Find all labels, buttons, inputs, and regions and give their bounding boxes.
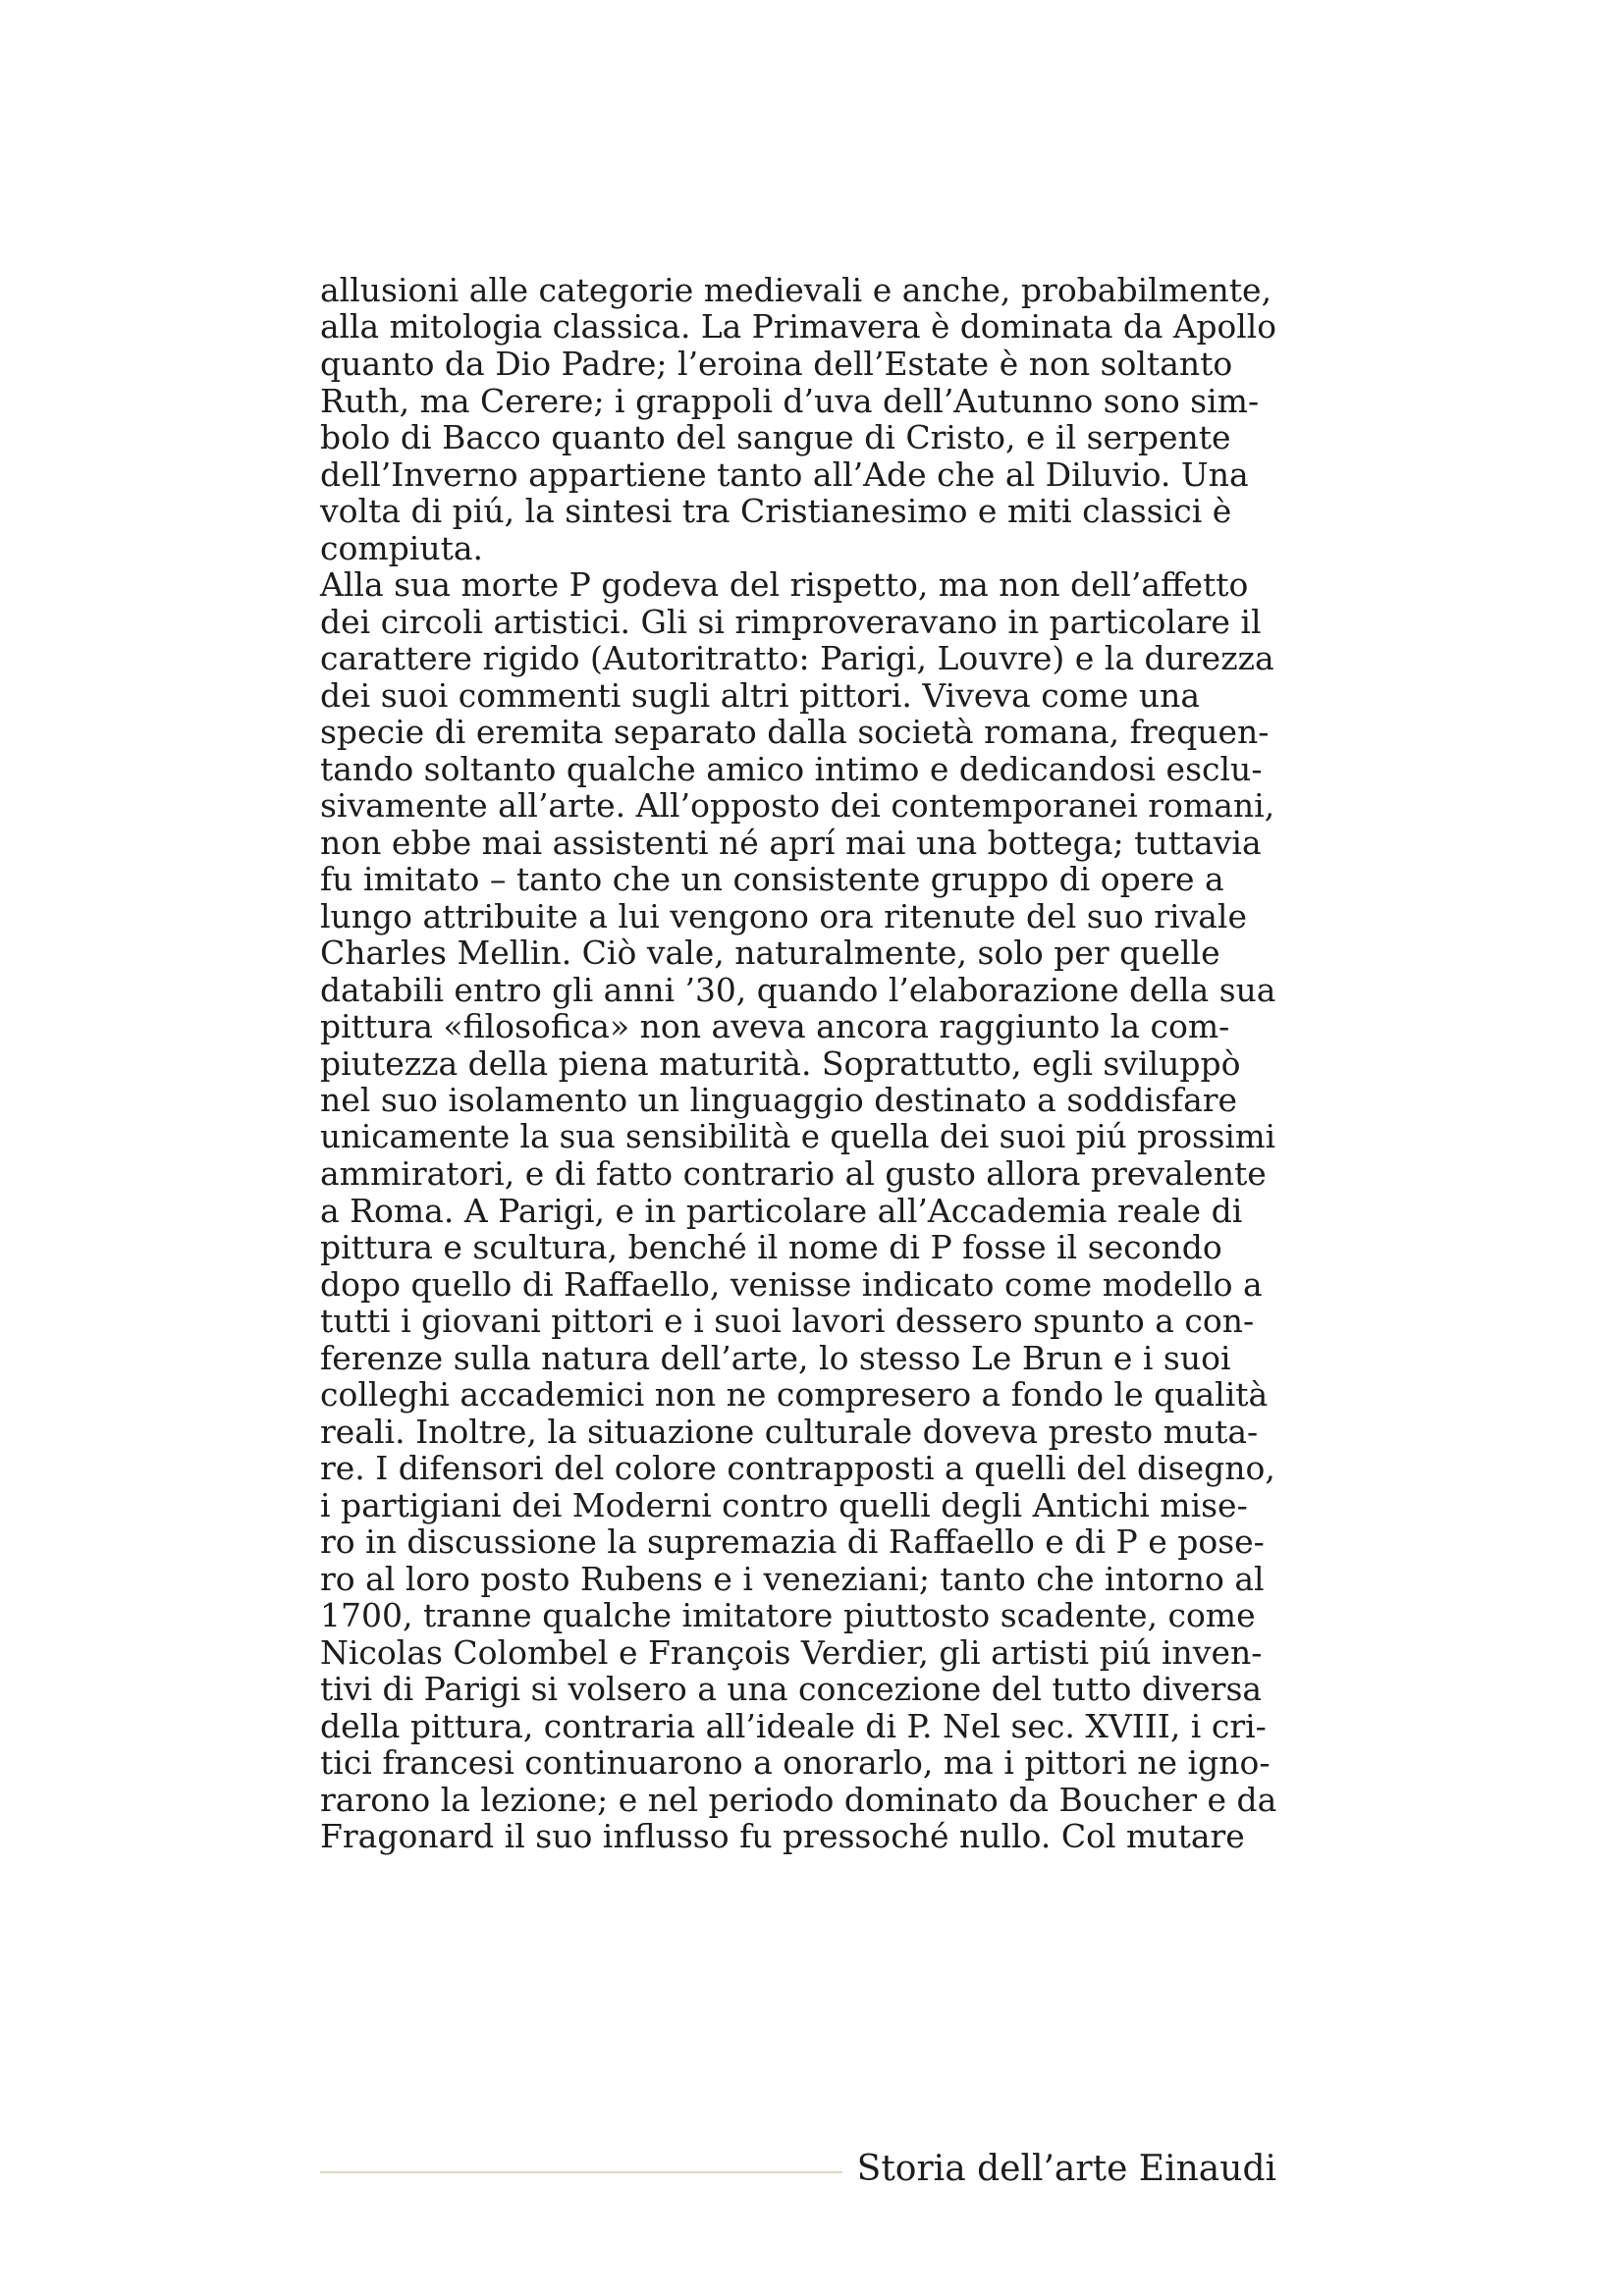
- text-line: a Roma. A Parigi, e in particolare all’Accademia reale di: [320, 1191, 1243, 1230]
- footer-divider: [320, 2171, 842, 2173]
- text-line: Ruth, ma Cerere; i grappoli d’uva dell’Autunno sono sim-: [320, 381, 1260, 420]
- text-line: compiuta.: [320, 528, 483, 567]
- text-line: tando soltanto qualche amico intimo e dedicandosi esclu-: [320, 749, 1263, 788]
- text-line: databili entro gli anni ’30, quando l’elaborazione della sua: [320, 970, 1276, 1009]
- text-line: bolo di Bacco quanto del sangue di Cristo, e il serpente: [320, 418, 1231, 456]
- text-line: della pittura, contraria all’ideale di P. Nel sec. XVIII, i cri-: [320, 1706, 1267, 1745]
- text-line: alla mitologia classica. La Primavera è dominata da Apollo: [320, 307, 1276, 346]
- text-line: lungo attribuite a lui vengono ora ritenute del suo rivale: [320, 896, 1248, 935]
- text-line: dopo quello di Raffaello, venisse indicato come modello a: [320, 1264, 1263, 1304]
- text-line: ammiratori, e di fatto contrario al gusto allora prevalente: [320, 1154, 1267, 1193]
- text-line: Fragonard il suo influsso fu pressoché nullo. Col mutare: [320, 1817, 1245, 1855]
- text-line: quanto da Dio Padre; l’eroina dell’Estate è non soltanto: [320, 345, 1233, 383]
- text-line: tutti i giovani pittori e i suoi lavori dessero spunto a con-: [320, 1302, 1255, 1340]
- body-text: [320, 272, 1276, 1855]
- text-line: non ebbe mai assistenti né aprí mai una bottega; tuttavia: [320, 823, 1262, 862]
- text-line: rarono la lezione; e nel periodo dominato da Boucher e da: [320, 1780, 1277, 1819]
- text-line: ro al loro posto Rubens e i veneziani; tanto che intorno al: [320, 1559, 1265, 1598]
- text-line: allusioni alle categorie medievali e anche, probabilmente,: [320, 271, 1272, 309]
- text-line: ro in discussione la supremazia di Raffaello e di P e pose-: [320, 1522, 1265, 1561]
- text-line: specie di eremita separato dalla società romana, frequen-: [320, 713, 1270, 751]
- text-line: i partigiani dei Moderni contro quelli degli Antichi mise-: [320, 1485, 1248, 1524]
- text-line: fu imitato – tanto che un consistente gruppo di opere a: [320, 860, 1224, 898]
- text-line: reali. Inoltre, la situazione culturale doveva presto muta-: [320, 1412, 1259, 1451]
- text-line: ferenze sulla natura dell’arte, lo stesso Le Brun e i suoi: [320, 1338, 1231, 1377]
- text-line: unicamente la sua sensibilità e quella dei suoi piú prossimi: [320, 1117, 1276, 1155]
- text-line: dell’Inverno appartiene tanto all’Ade che al Diluvio. Una: [320, 454, 1249, 494]
- text-line: nel suo isolamento un linguaggio destinato a soddisfare: [320, 1081, 1238, 1119]
- text-line: volta di piú, la sintesi tra Cristianesimo e miti classici è: [320, 492, 1232, 530]
- text-line: colleghi accademici non ne compresero a fondo le qualità: [320, 1375, 1269, 1414]
- text-line: pittura «filosofica» non aveva ancora raggiunto la com-: [320, 1007, 1230, 1045]
- text-line: re. I difensori del colore contrapposti a quelli del disegno,: [320, 1449, 1275, 1487]
- text-line: dei suoi commenti sugli altri pittori. Viveva come una: [320, 675, 1201, 715]
- text-line: sivamente all’arte. All’opposto dei contemporanei romani,: [320, 786, 1275, 825]
- text-line: Nicolas Colombel e François Verdier, gli artisti piú inven-: [320, 1632, 1263, 1672]
- footer-series-title: Storia dell’arte Einaudi: [856, 2149, 1276, 2189]
- text-line: tivi di Parigi si volsero a una concezione del tutto diversa: [320, 1670, 1263, 1708]
- text-line: carattere rigido (Autoritratto: Parigi, Louvre) e la durezza: [320, 639, 1274, 677]
- text-line: dei circoli artistici. Gli si rimproveravano in particolare il: [320, 602, 1262, 641]
- text-line: pittura e scultura, benché il nome di P fosse il secondo: [320, 1228, 1222, 1266]
- text-line: Alla sua morte P godeva del rispetto, ma non dell’affetto: [320, 565, 1249, 604]
- text-line: Charles Mellin. Ciò vale, naturalmente, solo per quelle: [320, 934, 1220, 972]
- text-line: 1700, tranne qualche imitatore piuttosto scadente, come: [320, 1596, 1256, 1634]
- text-line: piutezza della piena maturità. Soprattutto, egli sviluppò: [320, 1043, 1241, 1083]
- text-line: tici francesi continuarono a onorarlo, ma i pittori ne igno-: [320, 1743, 1271, 1782]
